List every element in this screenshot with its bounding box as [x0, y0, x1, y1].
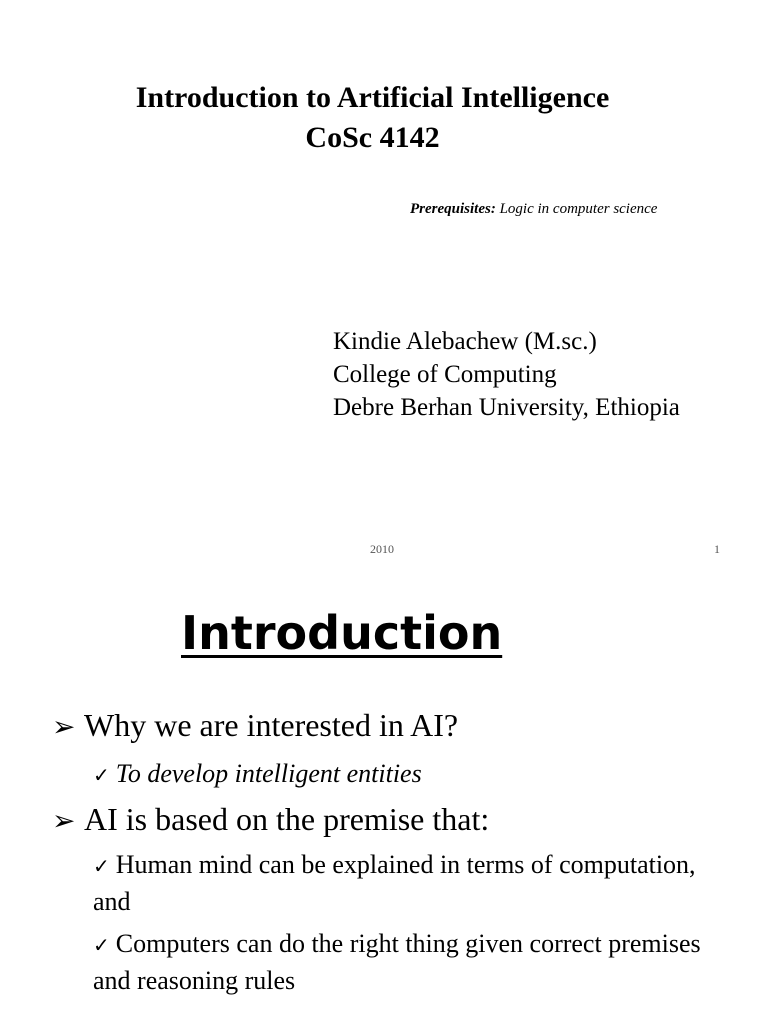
course-code: CoSc 4142 — [305, 121, 440, 154]
arrow-bullet-icon: ➢ — [52, 710, 76, 743]
sub-bullet-text: Human mind can be explained in terms of computation, and — [93, 850, 696, 916]
sub-bullet-item — [93, 756, 723, 793]
section-title: Introduction — [181, 606, 503, 660]
arrow-bullet-icon: ➢ — [52, 804, 76, 837]
sub-bullet-text: To develop intelligent entities — [115, 759, 422, 788]
checkmark-icon: ✓ — [93, 933, 110, 957]
prerequisites-label: Prerequisites: — [410, 201, 496, 217]
bullet-item — [52, 800, 489, 840]
checkmark-icon: ✓ — [93, 854, 110, 878]
slide-title: Introduction to Artificial Intelligence — [135, 81, 610, 114]
sub-bullet-item — [93, 847, 723, 920]
bullet-item — [52, 706, 458, 746]
prerequisites — [410, 201, 657, 218]
university-name: Debre Berhan University, Ethiopia — [333, 394, 680, 421]
author-name: Kindie Alebachew (M.sc.) — [333, 328, 597, 355]
sub-bullet-text: Computers can do the right thing given correct premises and reasoning rules — [93, 929, 701, 995]
bullet-text: Why we are interested in AI? — [84, 707, 459, 743]
checkmark-icon: ✓ — [93, 763, 110, 787]
prerequisites-value: Logic in computer science — [499, 201, 658, 217]
slide-2 — [0, 570, 768, 1024]
footer-year: 2010 — [370, 542, 394, 556]
college-name: College of Computing — [333, 361, 557, 388]
page-number: 1 — [714, 542, 720, 556]
sub-bullet-item — [93, 926, 723, 999]
bullet-text: AI is based on the premise that: — [84, 801, 490, 837]
